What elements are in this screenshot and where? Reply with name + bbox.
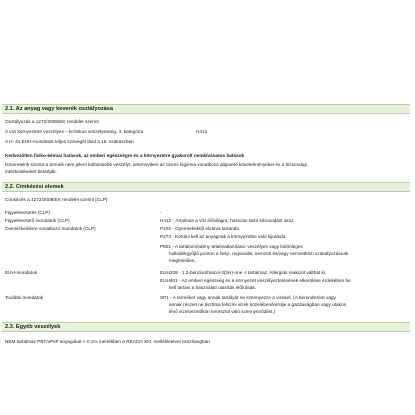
value-sp1-line-1: SP1 - A terméket vagy annak tartályát ne szennyezze a vizekel. (A berendezést vagy (160, 295, 336, 300)
adverse-effects-title: Kedvezőtlen fiziko-kémiai hatások, az emberi egészségre és a környezetre gyakorolt nemkívánatos hatások (5, 153, 245, 158)
label-precautionary-statements: Óvintézkedésre vonatkozó mondatok (CLP) (5, 226, 96, 231)
h-text-note: A H- és EUH-mondatok teljes szövegét lásd a 16. szakaszban (5, 139, 134, 144)
label-signal-word: Figyelmeztetés (CLP) (5, 210, 51, 215)
value-euh208: EUH208 - 1,2-benzisothiazol-3(2H)-one -t tartalmaz. Allergiás reakciót válthat ki. (160, 270, 327, 275)
section-header-2-3: 2.3. Egyéb veszélyek (2, 322, 410, 332)
labelling-regulation: Címkézés a 1272/2008/EK rendelet szerint [CLP] (5, 197, 108, 202)
adverse-effects-line-1: Ismereteink szerint a termék nem jelent különösebb veszélyt, amennyiben az üzemi higiénia vonatkozó alapvető követelményeket és a biztonsági (5, 162, 307, 167)
label-hazard-statements: Figyelmeztető mondatok (CLP) (5, 218, 70, 223)
value-euh401-line-2: kell tartani a használati utasítás előírásait. (169, 285, 257, 290)
label-euh-statements: EUH-mondatok (5, 270, 38, 275)
value-signal-word: - (160, 210, 162, 215)
value-euh401-line-1: EUH401 - Az emberi egészség és a környezet veszélyeztetésének elkerülése érdekében be (160, 278, 351, 283)
value-sp1-line-2: annak részeit ne tisztítsa felszíni vizek közelében/kerülje a gazdaságban vagy utakon (169, 302, 347, 307)
hazard-code: H412 (196, 129, 208, 134)
value-p501-line-2: hulladékgyűjtő ponton a helyi, regionális, nemzeti és/vagy nemzetközi szabályozásnak (169, 251, 349, 256)
value-sp1-line-3: lévő vízelvezetőkön keresztül való szennyeződést.) (169, 309, 276, 314)
hazard-class: A vízi környezetre veszélyes – krónikus veszélyesség, 3. kategória (5, 129, 144, 134)
value-p102: P102 - Gyermekektől elzárva tartandó. (160, 226, 241, 231)
section-header-2-1: 2.1. Az anyag vagy keverék osztályozása (2, 104, 410, 114)
value-hazard-statement: H412 - Ártalmas a vízi élővilágra, hosszan tartó károsodást okoz. (160, 218, 295, 223)
section-header-2-2: 2.2. Címkézési elemek (2, 182, 410, 192)
adverse-effects-line-2: intézkedéseket betartják. (5, 169, 57, 174)
other-hazards-text: NEM tartalmaz PBT/vPvP anyagokat > 0,1% mértékben a REACH XIII. mellékletével összhangban (5, 339, 210, 344)
label-other-statements: További mondatok (5, 295, 44, 300)
classification-regulation: Osztályozás a 1272/2008/EK rendelet szerint (5, 119, 99, 124)
value-p501-line-3: megfelelően. (169, 258, 196, 263)
value-p273: P273 - Kerülni kell az anyagnak a környezetbe való kijutását. (160, 234, 287, 239)
value-p501-line-1: P501 - A tartalom/edény ártalmatlanítása: veszélyes vagy különleges (160, 244, 303, 249)
